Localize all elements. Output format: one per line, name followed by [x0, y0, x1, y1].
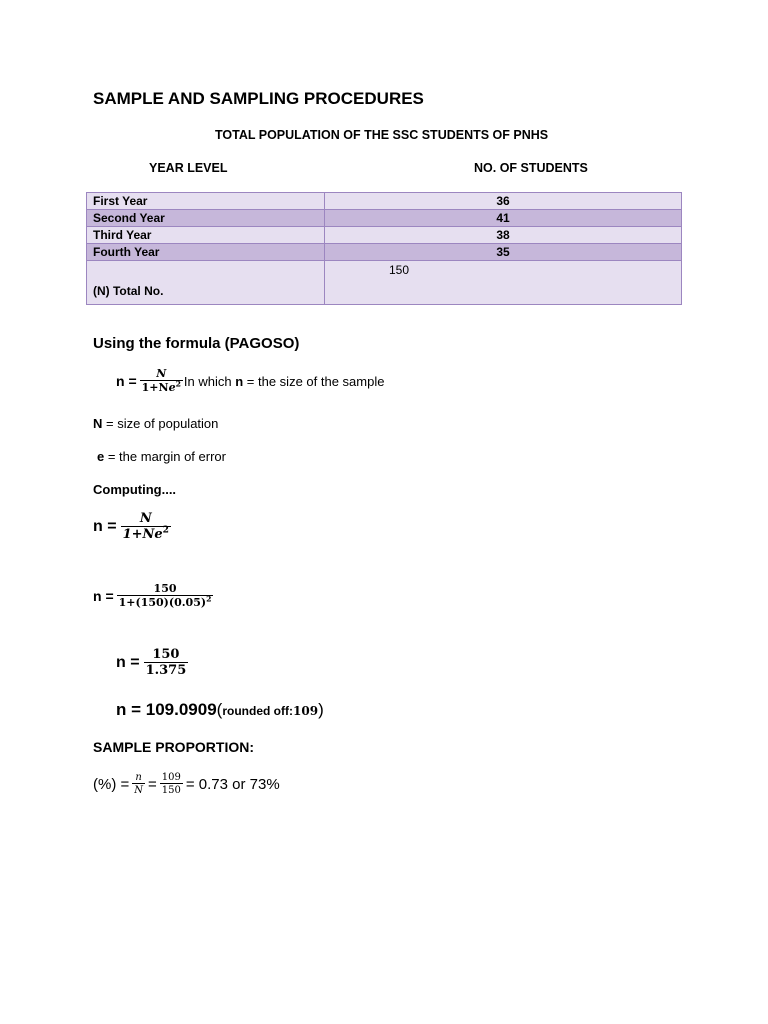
- page-title: SAMPLE AND SAMPLING PROCEDURES: [93, 89, 424, 108]
- student-count-cell: 36: [325, 193, 682, 210]
- year-level-cell: Fourth Year: [87, 244, 325, 261]
- formula-denominator-var: e: [168, 381, 176, 395]
- student-count-cell: 38: [325, 227, 682, 244]
- table-row: [87, 227, 682, 244]
- formula-exponent: 2: [175, 379, 181, 389]
- computing-step-3: n = $\frac{150}{1.375}$: [116, 647, 187, 679]
- table-caption: TOTAL POPULATION OF THE SSC STUDENTS OF PNHS: [215, 128, 549, 142]
- definition-N: N = size of population: [93, 416, 219, 431]
- year-level-cell: Third Year: [87, 227, 325, 244]
- formula-numerator: N: [156, 367, 167, 380]
- definition-e: e = the margin of error: [97, 449, 226, 464]
- table-row: [87, 210, 682, 227]
- formula-fraction: [140, 368, 183, 394]
- formula-lhs: n =: [116, 373, 137, 390]
- computing-step-1: n = $\frac{N}{1+Ne^2}$: [93, 511, 169, 543]
- total-label-cell: (N) Total No.: [87, 261, 325, 305]
- slovin-formula: [116, 368, 384, 394]
- student-count-cell: 35: [325, 244, 682, 261]
- population-table: [86, 192, 682, 305]
- student-count-cell: 41: [325, 210, 682, 227]
- year-level-cell: Second Year: [87, 210, 325, 227]
- formula-denominator-prefix: 1+N: [141, 381, 169, 395]
- year-level-cell: First Year: [87, 193, 325, 210]
- step-2-fraction: $\frac{150}{1+(150)(0.05)^2}$: [118, 582, 212, 610]
- computing-label: Computing....: [93, 482, 177, 497]
- proportion-fraction-2: $\frac{109}{150}$: [161, 772, 181, 796]
- table-row: [87, 193, 682, 210]
- proportion-heading: SAMPLE PROPORTION:: [93, 739, 255, 755]
- formula-explanation: In which n = the size of the sample: [183, 373, 385, 389]
- total-row: [87, 261, 682, 305]
- computing-step-2: n = $\frac{150}{1+(150)(0.05)^2}$: [93, 582, 212, 610]
- proportion-formula: (%) = $\frac{n}{N}$ = $\frac{109}{150}$ = 0.73 or 73%: [93, 772, 280, 796]
- table-row: [87, 244, 682, 261]
- step-3-fraction: $\frac{150}{1.375}$: [145, 647, 187, 679]
- computing-result: n = 109.0909(rounded off:109): [116, 700, 324, 719]
- column-header-no-of-students: NO. OF STUDENTS: [474, 161, 588, 175]
- step-1-fraction: $\frac{N}{1+Ne^2}$: [122, 511, 169, 543]
- proportion-fraction-1: $\frac{n}{N}$: [134, 772, 144, 796]
- column-header-year-level: YEAR LEVEL: [149, 161, 228, 175]
- total-value-cell: 150: [325, 261, 682, 305]
- formula-heading: Using the formula (PAGOSO): [93, 335, 300, 352]
